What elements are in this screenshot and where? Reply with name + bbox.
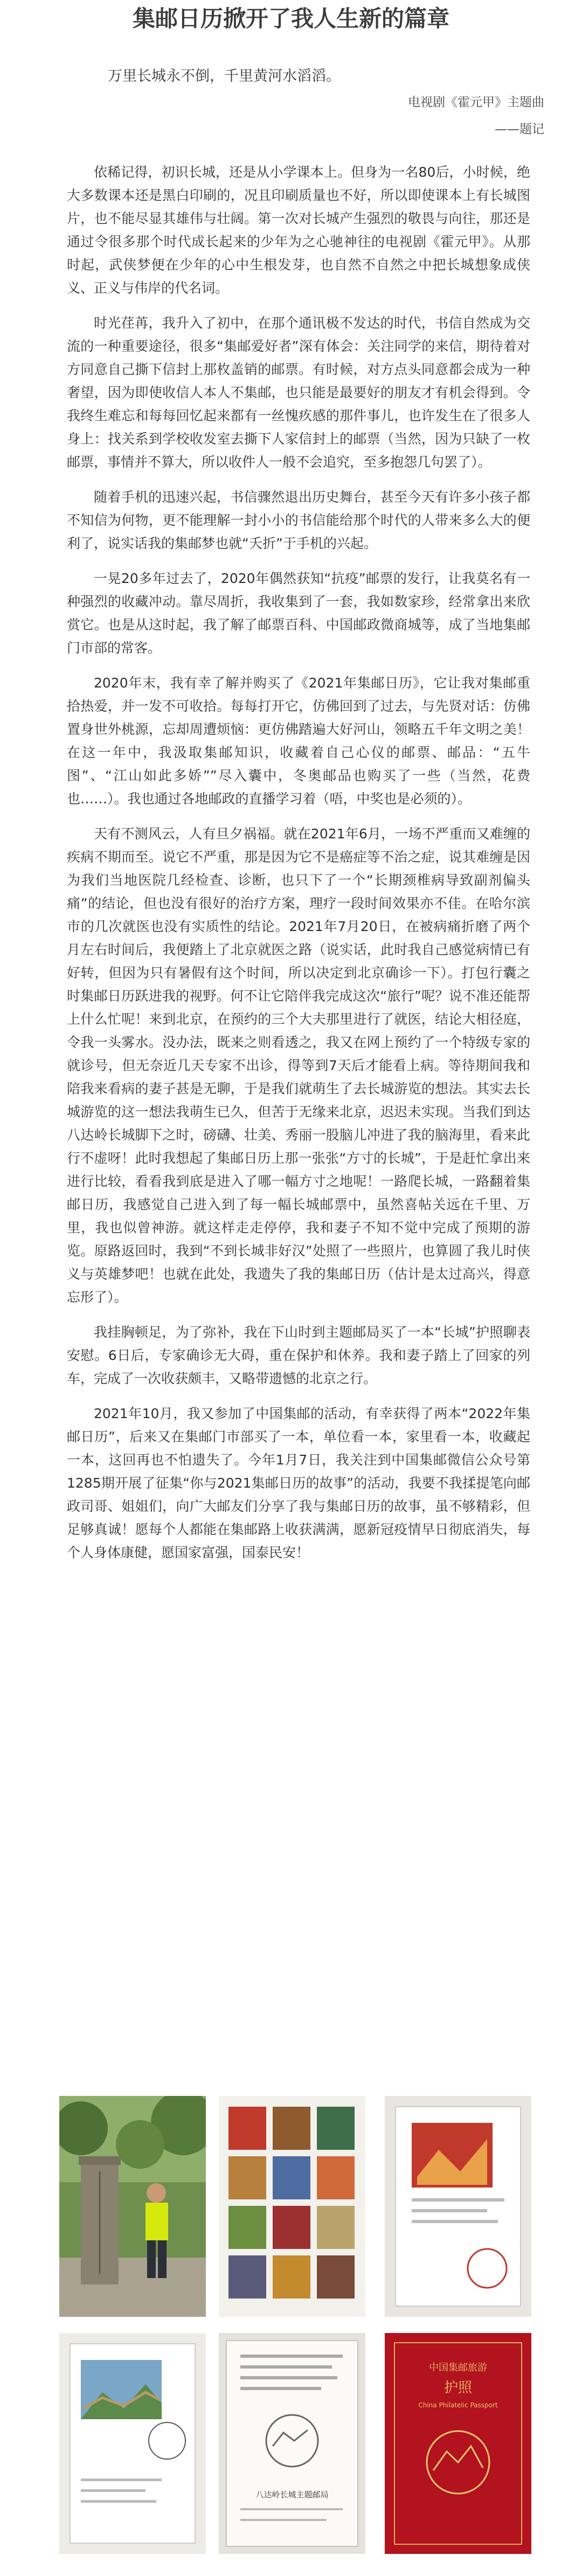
- passport-title-cn: 中国集邮旅游: [429, 2362, 487, 2373]
- paragraph: 随着手机的迅速兴起，书信骤然退出历史舞台，甚至今天有许多小孩子都不知信为何物，更不能理解一封小小的书信能给那个时代的人带来多么大的便利了，说实话我的集邮梦也就“夭折”于手机的兴起。: [67, 489, 530, 551]
- stamp-sheet-photo[interactable]: [219, 2096, 365, 2317]
- passport-title-word: 护照: [444, 2380, 473, 2396]
- passport-title-en: China Philatelic Passport: [418, 2401, 498, 2409]
- great-wall-passport-photo[interactable]: [385, 2333, 531, 2554]
- article-body: [67, 161, 530, 1576]
- epigraph-source: 电视剧《霍元甲》主题曲: [408, 95, 544, 109]
- paragraph: 我挂胸顿足，为了弥补，我在下山时到主题邮局买了一本“长城”护照聊表安慰。6日后，专家确诊无大碍，重在保护和休养。我和妻子踏上了回家的列车，完成了一次收获颇丰，又略带遗憾的北京之行。: [67, 1324, 530, 1386]
- paragraph: 时光荏苒，我升入了初中，在那个通讯极不发达的时代，书信自然成为交流的一种重要途径，很多“集邮爱好者”深有体会：关注同学的来信，期待着对方同意自己撕下信封上那枚盖销的邮票。有时候，对方点头同意都会成为一种奢望，因为即使收信人本人不集邮，也只能是最要好的朋友才有机会得到。令我终生难忘和每每回忆起来都有一丝愧疚感的那件事儿，也许发生在了很多人身上：找关系到学校收发室去撕下人家信封上的邮票（当然，因为只缺了一枚邮票，事情并不算大，所以收件人一般不会追究，至多抱怨几句罢了）。: [67, 315, 530, 470]
- postmark-card-label: 八达岭长城主题邮局: [255, 2490, 329, 2499]
- paragraph: 2021年10月，我又参加了中国集邮的活动，有幸获得了两本“2022年集邮日历”，后来又在集邮门市部买了一本，单位看一本，家里看一本，收藏起一本，这回再也不怕遗失了。今年1月7日，我关注到中国集邮微信公众号第1285期开展了征集“你与2021集邮日历的故事”的活动，我要不我揉提笔向邮政司哥、姐姐们，向广大邮友们分享了我与集邮日历的故事，虽不够精彩，但足够真诚！愿每个人都能在集邮路上收获满满，愿新冠疫情早日彻底消失，每个人身体康健，愿国家富强，国泰民安！: [67, 1406, 530, 1560]
- paragraph: 2020年末，我有幸了解并购买了《2021年集邮日历》，它让我对集邮重拾热爱，并一发不可收拾。每每打开它，仿佛回到了过去，与先贤对话：仿佛置身世外桃源，忘却周遭烦恼：更仿佛踏遍大好河山，领略五千年文明之美！在这一年中，我汲取集邮知识，收藏着自己心仪的邮票、邮品：“五牛图”、“江山如此多娇””尽入囊中，冬奥邮品也购买了一些（当然，花费也……）。我也通过各地邮政的直播学习着（唔，中奖也是必须的）。: [67, 675, 530, 807]
- photo-gallery: [0, 2089, 582, 2564]
- person-at-stone-marker-icon: [59, 2096, 206, 2317]
- badaling-postmark-card-photo[interactable]: [219, 2333, 365, 2554]
- paragraph: 依稀记得，初识长城，还是从小学课本上。但身为一名80后，小时候，绝大多数课本还是黑白印刷的，况且印刷质量也不好，所以即使课本上有长城图片，也不能尽显其雄伟与壮阔。第一次对长城产生强烈的敬畏与向往，那还是通过令很多那个时代成长起来的少年为之心驰神往的电视剧《霍元甲》。从那时起，武侠梦便在少年的心中生根发芽，也自然不自然之中把长城想象成侠义、正义与伟岸的代名词。: [67, 164, 530, 296]
- great-wall-visit-photo[interactable]: [59, 2096, 206, 2317]
- stamp-souvenir-card-photo[interactable]: [385, 2096, 531, 2317]
- stamp-collection-icon: [219, 2096, 365, 2317]
- passport-page-icon: [219, 2333, 365, 2554]
- paragraph: 天有不测风云，人有旦夕祸福。就在2021年6月，一场不严重而又难缠的疾病不期而至。说它不严重，那是因为它不是癌症等不治之症，说其难缠是因为我们当地医院几经检查、诊断，也只下了一个“长期颈椎病导致副剂偏头痛”的结论，但也没有很好的治疗方案，理疗一段时间效果亦不佳。在哈尔滨市的几次就医也没有实质性的结论。2021年7月20日，在被病痛折磨了两个月左右时间后，我便踏上了北京就医之路（说实话，此时我自己感觉病情已有好转，但因为只有暑假有这个时间，所以决定到北京确诊一下）。打包行囊之时集邮日历跃进我的视野。何不让它陪伴我完成这次“旅行”呢？说不准还能帮上什么忙呢！来到北京，在预约的三个大夫那里进行了就医，结论大相径庭，令我一头雾水。没办法，既来之则看透之，我又在网上预约了一个特级专家的就诊号，但无奈近几天专家不出诊，得等到7天后才能看上病。等待期间我和陪我来看病的妻子甚是无聊，于是我们就萌生了去长城游览的想法。其实去长城游览的这一想法我萌生已久，但苦于无缘来北京，迟迟未实现。当我们到达八达岭长城脚下之时，磅礴、壮美、秀丽一股脑儿冲进了我的脑海里，看来此行不虚呀！此时我想起了集邮日历上那一张张“方寸的长城”，于是赶忙拿出来进行比较，看看我到底是进入了哪一幅方寸之地呢！一路爬长城，一路翻着集邮日历，我感觉自己进入到了每一幅长城邮票中，虽然喜帖关远在千里、万里，我也似曾神游。就这样走走停停，我和妻子不知不觉中完成了预期的游览。原路返回时，我到“不到长城非好汉”处照了一些照片，也算圆了我儿时侠义与英雄梦吧！也就在此处，我遗失了我的集邮日历（估计是太过高兴，得意忘形了）。: [67, 826, 530, 1305]
- first-day-cover-icon: [59, 2333, 206, 2554]
- souvenir-sheet-icon: [385, 2096, 531, 2317]
- paragraph: 一晃20多年过去了，2020年偶然获知“抗疫”邮票的发行，让我莫名有一种强烈的收藏冲动。靠尽周折，我收集到了一套，我如数家珍，经常拿出来欣赏它。也是从这时起，我了解了邮票百科、中国邮政微商城等，成了当地集邮门市部的常客。: [67, 571, 530, 656]
- epigraph-caption: ——题记: [495, 122, 544, 136]
- article-title: 集邮日历掀开了我人生新的篇章: [132, 5, 449, 32]
- great-wall-postcard-photo[interactable]: [59, 2333, 206, 2554]
- epigraph-line: 万里长城永不倒，千里黄河水滔滔。: [108, 68, 341, 85]
- red-passport-icon: [385, 2333, 531, 2554]
